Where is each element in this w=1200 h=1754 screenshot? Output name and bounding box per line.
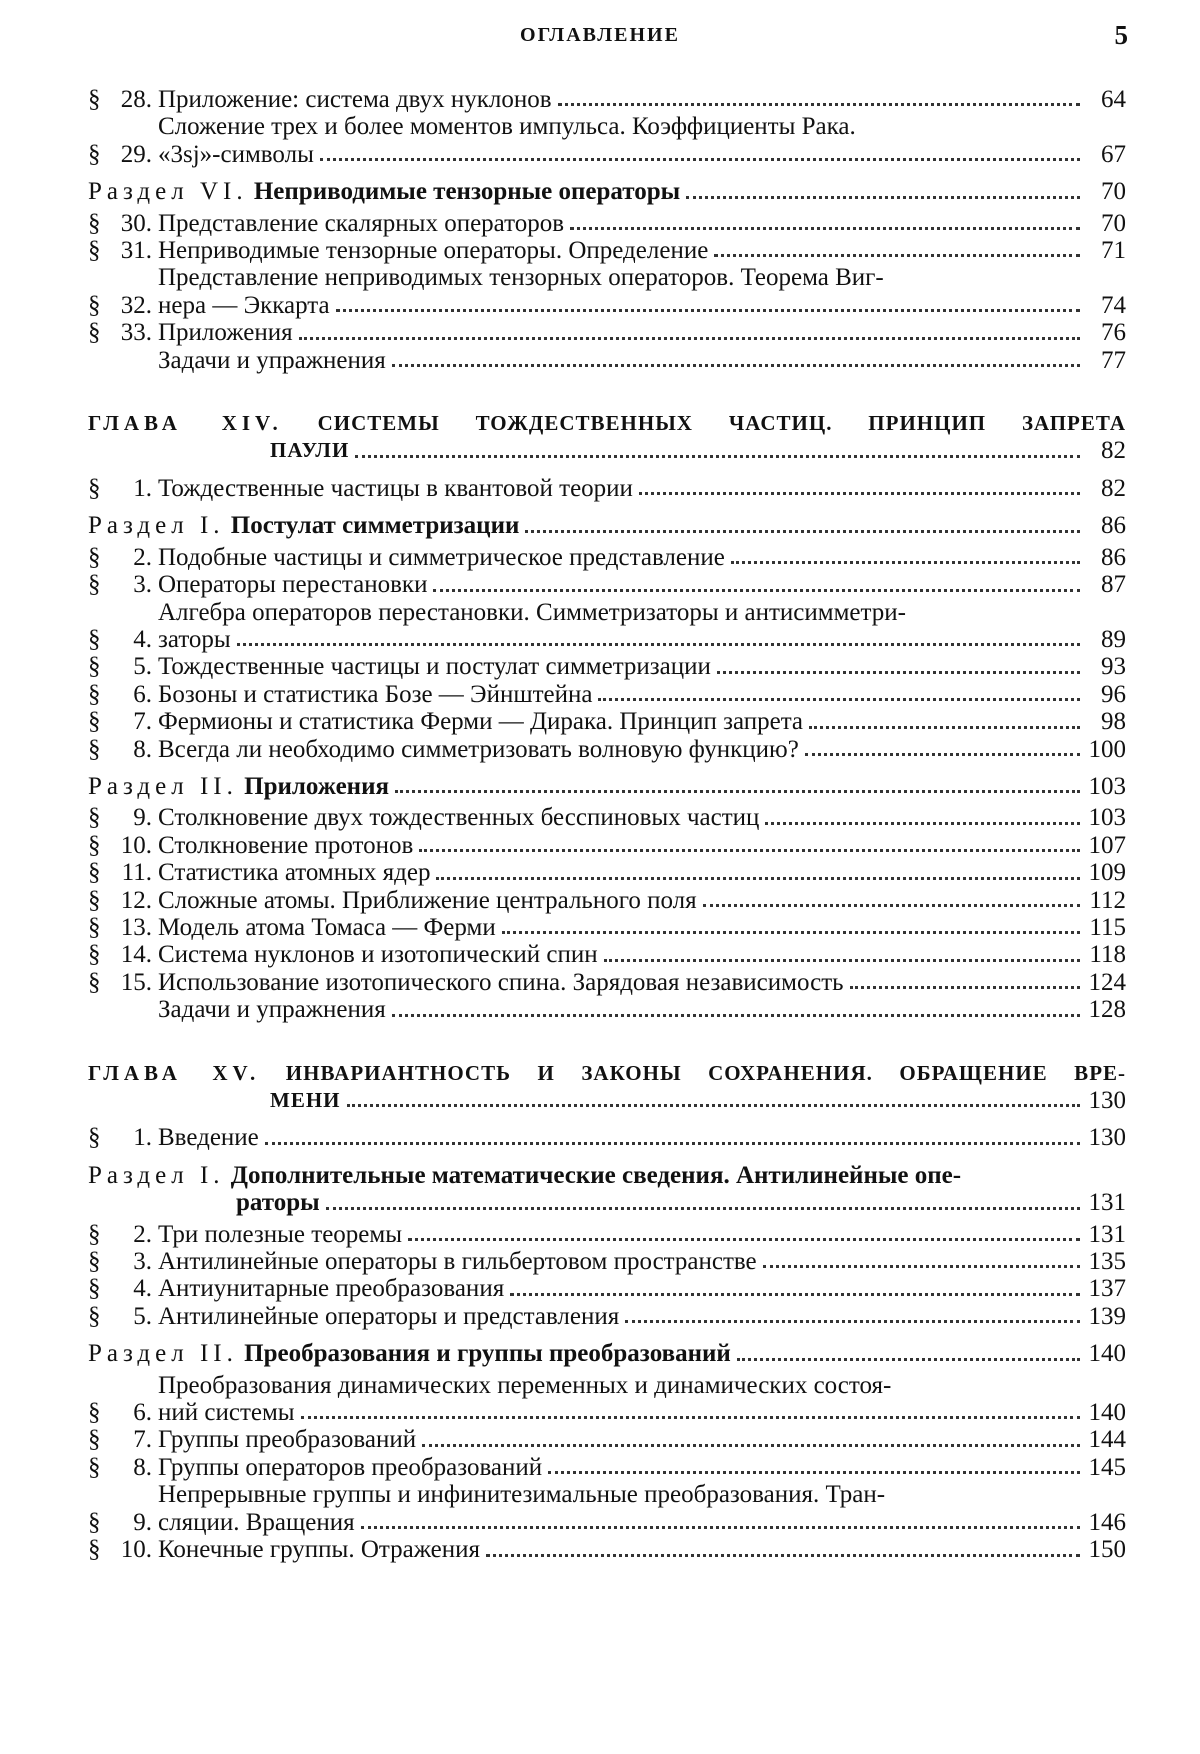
section-sign: § [88,1508,101,1536]
section-sign: § [88,1453,101,1481]
section-title-line1: Дополнительные математические сведения. Антилинейные опе- [230,1161,962,1189]
chapter-heading-line2 [88,1087,1126,1114]
chapter-heading [88,410,1126,465]
chapter-separator [283,411,318,435]
entry-page: 86 [1101,543,1126,571]
section-heading-line2 [88,1189,1126,1216]
entry-page: 74 [1101,291,1126,319]
entry-number: 3. [133,1248,152,1276]
entry-number: 31. [120,237,152,265]
entry-title [158,1372,1126,1427]
entry-number: 5. [133,653,152,681]
toc-entry [88,319,1126,346]
dot-leader [392,1013,1080,1017]
entry-number: 12. [120,886,152,914]
entry-number: 28. [120,86,152,113]
entry-number: 6. [133,1399,152,1427]
entry-title: Сложные атомы. Приближение центрального поля [158,886,697,914]
dot-leader [850,985,1080,989]
dot-leader [502,930,1080,934]
entry-title-line1: Представление неприводимых тензорных операторов. Теорема Виг- [158,264,884,292]
dot-leader [301,1415,1080,1419]
entry-title-line1: Преобразования динамических переменных и динамических состоя- [158,1371,892,1399]
dot-leader [361,1525,1080,1529]
toc-entry [88,1303,1126,1330]
section-sign: § [88,1302,101,1330]
section-sign: § [88,913,101,941]
entry-number: 11. [121,859,152,887]
entry-title: Операторы перестановки [158,571,428,599]
toc-entry [88,914,1126,941]
section-page: 86 [1101,512,1126,540]
entry-number: 7. [133,708,152,736]
toc-entry [88,544,1126,571]
section-sign: § [88,1124,101,1152]
section-heading [88,512,1126,539]
entry-title: Группы преобразований [158,1426,417,1454]
dot-leader [548,1470,1080,1474]
entry-page: 87 [1101,571,1126,599]
section-sign: § [88,319,101,347]
entry-number: 5. [133,1302,152,1330]
entry-title-line2 [158,1399,1126,1426]
section-label: Раздел II. [88,772,238,800]
entry-page: 145 [1088,1453,1126,1481]
entry-number: 7. [133,1426,152,1454]
section-label: Раздел I. [88,1161,225,1189]
entry-title: Столкновение протонов [158,831,414,859]
section-heading [88,1162,1126,1217]
dot-leader [686,195,1080,199]
entry-page: 146 [1088,1508,1126,1536]
toc-entry [88,1221,1126,1248]
entry-title: Три полезные теоремы [158,1220,403,1248]
dot-leader [604,958,1080,962]
dot-leader [714,253,1080,257]
dot-leader [510,1292,1080,1296]
entry-number: 8. [133,1453,152,1481]
section-sign: § [88,625,101,653]
section-sign: § [88,474,101,502]
dot-leader [805,752,1080,756]
toc-entry [88,736,1126,763]
toc-entry [88,832,1126,859]
chapter-heading-line1 [88,1060,1126,1087]
toc-entry [88,1454,1126,1481]
section-page: 70 [1101,178,1126,206]
section-sign: § [88,886,101,914]
section-heading [88,773,1126,800]
entry-title [158,113,1126,168]
toc-entry [88,1536,1126,1563]
dot-leader [717,670,1080,674]
dot-leader [570,226,1080,230]
entry-number: 14. [120,941,152,969]
section-heading [88,178,1126,205]
toc-entry [88,475,1126,502]
entry-title: Тождественные частицы в квантовой теории [158,474,633,502]
section-title: Постулат симметризации [230,512,520,540]
section-sign: § [88,1275,101,1303]
entry-title: Использование изотопического спина. Зарядовая независимость [158,968,844,996]
toc-entry [88,1275,1126,1302]
section-sign: § [88,804,101,832]
toc-entry [88,859,1126,886]
entry-title: Задачи и упражнения [158,346,386,374]
toc-entry [88,1248,1126,1275]
entry-page: 103 [1088,804,1126,832]
dot-leader [347,1103,1081,1107]
running-title: ОГЛАВЛЕНИЕ [520,24,680,46]
entry-title: Неприводимые тензорные операторы. Определение [158,237,709,265]
section-sign: § [88,968,101,996]
entry-page: 98 [1101,708,1126,736]
entry-page: 144 [1088,1426,1126,1454]
entry-title [158,264,1126,319]
entry-number: 8. [133,735,152,763]
entry-title-line2-text: заторы [158,625,231,653]
section-sign: § [88,571,101,599]
entry-page: 109 [1088,859,1126,887]
chapter-separator [260,1061,286,1085]
section-page: 131 [1088,1189,1126,1217]
entry-number: 13. [120,913,152,941]
section-title: Преобразования и группы преобразований [244,1340,731,1368]
entry-page: 115 [1089,913,1126,941]
toc-entry [88,1124,1126,1151]
entry-number: 29. [120,140,152,168]
toc-entry [88,599,1126,654]
section-title: Приложения [244,772,390,800]
dot-leader [809,725,1080,729]
entry-number: 33. [120,319,152,347]
dot-leader [436,876,1080,880]
entry-title-line2-text: ний системы [158,1399,295,1427]
chapter-page: 82 [1101,437,1126,465]
chapter-title-line1: СИСТЕМЫ ТОЖДЕСТВЕННЫХ ЧАСТИЦ. ПРИНЦИП ЗАПРЕТА [317,411,1126,436]
section-title: Неприводимые тензорные операторы [253,178,681,206]
dot-leader [299,336,1080,340]
dot-leader [326,1206,1080,1210]
entry-title: Антиунитарные преобразования [158,1275,505,1303]
entry-number: 9. [133,1508,152,1536]
toc-entry [88,347,1126,374]
toc-entry [88,1426,1126,1453]
dot-leader [765,821,1080,825]
entry-title-line1: Сложение трех и более моментов импульса. Коэффициенты Рака. [158,113,856,141]
section-page: 103 [1088,772,1126,800]
entry-number: 6. [133,680,152,708]
entry-number: 4. [133,625,152,653]
dot-leader [433,588,1080,592]
section-sign: § [88,735,101,763]
section-sign: § [88,708,101,736]
section-sign: § [88,831,101,859]
chapter-page: 130 [1088,1087,1126,1114]
section-heading [88,1340,1126,1367]
section-sign: § [88,291,101,319]
entry-number: 2. [133,543,152,571]
entry-page: 137 [1088,1275,1126,1303]
entry-title: Столкновение двух тождественных бесспиновых частиц [158,804,760,832]
dot-leader [237,642,1080,646]
entry-title: Тождественные частицы и постулат симметризации [158,653,711,681]
chapter-title-line1: ИНВАРИАНТНОСТЬ И ЗАКОНЫ СОХРАНЕНИЯ. ОБРАЩЕНИЕ ВРЕ- [285,1060,1127,1085]
page-number: 5 [1114,20,1128,50]
toc-entry [88,210,1126,237]
entry-number: 30. [120,209,152,237]
entry-page: 118 [1089,941,1126,969]
chapter-title-line2: МЕНИ [270,1088,341,1112]
dot-leader [355,454,1080,458]
entry-title [158,599,1126,654]
entry-number: 1. [133,1124,152,1152]
dot-leader [392,363,1080,367]
dot-leader [525,529,1080,533]
toc-entry [88,708,1126,735]
section-sign: § [88,941,101,969]
entry-title: Фермионы и статистика Ферми — Дирака. Принцип запрета [158,708,804,736]
dot-leader [703,903,1080,907]
dot-leader [558,102,1080,106]
entry-page: 77 [1101,346,1126,374]
toc-entry [88,804,1126,831]
toc-entry [88,969,1126,996]
entry-number: 9. [133,804,152,832]
entry-title: Конечные группы. Отражения [158,1536,481,1564]
dot-leader [763,1264,1080,1268]
entry-number: 3. [133,571,152,599]
entry-page: 140 [1088,1399,1126,1427]
entry-title: Приложения [158,319,293,347]
dot-leader [625,1319,1080,1323]
entry-title: Модель атома Томаса — Ферми [158,913,496,941]
dot-leader [737,1357,1080,1361]
entry-page: 107 [1088,831,1126,859]
toc-entry [88,653,1126,680]
entry-page: 93 [1101,653,1126,681]
section-heading-line1 [88,1162,1126,1189]
entry-title: Представление скалярных операторов [158,209,565,237]
chapter-title-line2: ПАУЛИ [270,438,350,463]
section-sign: § [88,1536,101,1564]
entry-page: 100 [1088,735,1126,763]
section-sign: § [88,1220,101,1248]
entry-page: 70 [1101,209,1126,237]
dot-leader [486,1553,1080,1557]
section-sign: § [88,653,101,681]
entry-title-line2 [158,626,1126,653]
entry-title-line2-text: сляции. Вращения [158,1508,355,1536]
entry-page: 64 [1101,86,1126,113]
entry-title-line2-text: «3sj»-символы [158,140,314,168]
section-sign: § [88,859,101,887]
toc-entry [88,887,1126,914]
section-sign: § [88,1399,101,1427]
entry-title: Бозоны и статистика Бозе — Эйнштейна [158,680,593,708]
toc-entry [88,1481,1126,1536]
entry-title: Введение [158,1124,259,1152]
toc-entry [88,86,1126,113]
entry-title: Группы операторов преобразований [158,1453,543,1481]
toc-entry [88,1372,1126,1427]
entry-page: 124 [1088,968,1126,996]
entry-page: 71 [1101,237,1126,265]
section-page: 140 [1088,1340,1126,1368]
entry-page: 128 [1088,996,1126,1024]
section-sign: § [88,1426,101,1454]
section-label: Раздел II. [88,1340,238,1368]
dot-leader [639,491,1080,495]
section-label: Раздел VI. [88,178,248,206]
entry-number: 4. [133,1275,152,1303]
section-sign: § [88,209,101,237]
toc-entry [88,237,1126,264]
page-header [0,18,1200,58]
dot-leader [731,560,1080,564]
entry-number: 2. [133,1220,152,1248]
chapter-heading-line1 [88,410,1126,437]
dot-leader [336,308,1080,312]
entry-title [158,1481,1126,1536]
dot-leader [419,848,1080,852]
entry-title-line2 [158,141,1126,168]
entry-title-line1: Алгебра операторов перестановки. Симметризаторы и антисимметри- [158,598,906,626]
entry-page: 89 [1101,625,1126,653]
entry-page: 135 [1088,1248,1126,1276]
chapter-heading-line2 [88,437,1126,464]
section-label: Раздел I. [88,512,225,540]
entry-number: 10. [120,1536,152,1564]
entry-title-line2 [158,292,1126,319]
section-sign: § [88,86,101,113]
dot-leader [422,1443,1080,1447]
section-sign: § [88,680,101,708]
dot-leader [408,1237,1080,1241]
entry-page: 150 [1088,1536,1126,1564]
toc-entry [88,264,1126,319]
toc-entry [88,571,1126,598]
entry-title: Антилинейные операторы в гильбертовом пространстве [158,1248,757,1276]
section-sign: § [88,140,101,168]
entry-title: Подобные частицы и симметрическое представление [158,543,725,571]
chapter-label: ГЛАВА XIV. [88,411,283,436]
entry-title: Приложение: система двух нуклонов [158,86,552,113]
dot-leader [395,789,1080,793]
entry-page: 67 [1101,140,1126,168]
chapter-label: ГЛАВА XV. [88,1060,261,1085]
entry-title-line2-text: нера — Эккарта [158,291,330,319]
section-title-line2: раторы [236,1189,320,1217]
entry-page: 82 [1101,474,1126,502]
chapter-heading [88,1060,1126,1115]
dot-leader [598,697,1080,701]
entry-title: Задачи и упражнения [158,996,386,1024]
section-sign: § [88,237,101,265]
entry-title-line2 [158,1509,1126,1536]
toc-entry [88,681,1126,708]
entry-page: 139 [1088,1302,1126,1330]
entry-page: 76 [1101,319,1126,347]
entry-number: 32. [120,291,152,319]
entry-title: Статистика атомных ядер [158,859,431,887]
entry-title-line1: Непрерывные группы и инфинитезимальные преобразования. Тран- [158,1481,886,1509]
toc-entry [88,941,1126,968]
entry-number: 10. [120,831,152,859]
entry-page: 131 [1088,1220,1126,1248]
entry-title: Система нуклонов и изотопический спин [158,941,598,969]
section-sign: § [88,1248,101,1276]
table-of-contents [88,86,1126,1564]
dot-leader [265,1141,1080,1145]
toc-entry [88,996,1126,1023]
entry-title: Антилинейные операторы и представления [158,1302,620,1330]
entry-page: 112 [1089,886,1126,914]
entry-page: 130 [1088,1124,1126,1152]
entry-title: Всегда ли необходимо симметризовать волновую функцию? [158,735,799,763]
entry-number: 15. [120,968,152,996]
dot-leader [320,157,1080,161]
toc-entry [88,113,1126,168]
section-sign: § [88,543,101,571]
entry-number: 1. [133,474,152,502]
entry-page: 96 [1101,680,1126,708]
